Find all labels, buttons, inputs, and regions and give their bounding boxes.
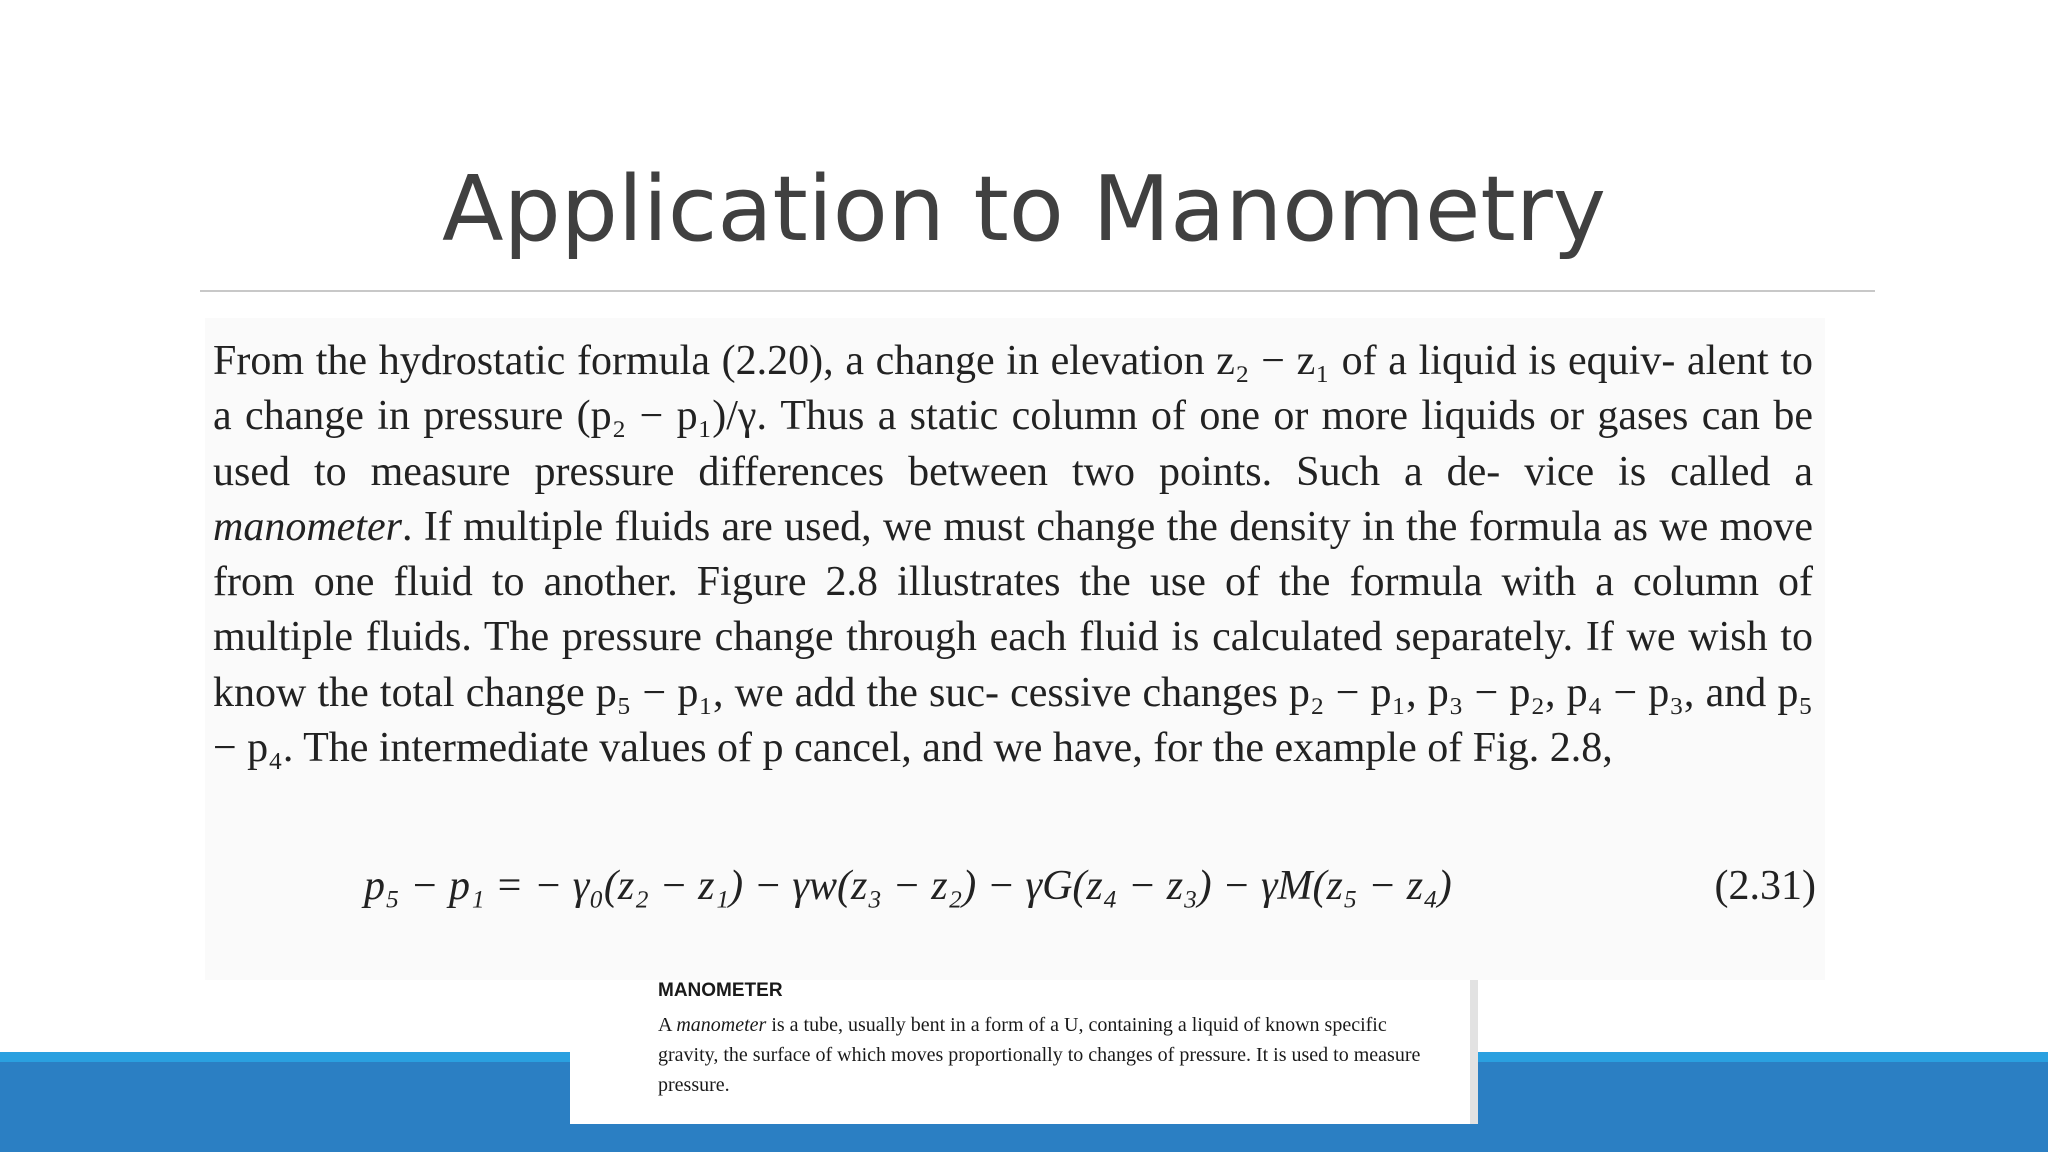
equation-body: p₅ − p₁ = − γ₀(z₂ − z₁) − γw(z₃ − z₂) − γG(z₄ − z₃) − γM(z₅ − z₄) — [364, 863, 1452, 909]
excerpt-line-3: or gases can be used to measure pressure differences between two points. Such a de- — [213, 393, 1814, 495]
definition-prefix: A — [658, 1014, 677, 1036]
excerpt-line-4-suffix: . If multiple fluids are used, we must change the density in — [401, 503, 1395, 550]
slide-title: Application to Manometry — [442, 157, 1606, 262]
excerpt-line-6: formula with a column of multiple fluids. The pressure change through each fluid is — [213, 559, 1814, 661]
excerpt-line-5: the formula as we move from one fluid to another. Figure 2.8 illustrates the use of the — [213, 503, 1813, 606]
manometer-term: manometer — [213, 503, 402, 550]
excerpt-line-1: From the hydrostatic formula (2.20), a change in elevation z₂ − z₁ of a liquid is equiv- — [213, 338, 1676, 384]
excerpt-line-8: cessive changes p₂ − p₁, p₃ − p₂, p₄ − p₃, and p₅ − p₄. The intermediate values of p — [213, 669, 1813, 772]
definition-heading: MANOMETER — [658, 980, 783, 1001]
definition-term: manometer — [676, 1014, 767, 1036]
title-divider — [200, 290, 1875, 292]
excerpt-line-4-prefix: vice is called a — [1524, 448, 1813, 495]
equation-2-31 — [364, 865, 1816, 907]
definition-suffix: is a tube, usually bent in a form of a U, containing a liquid of known specific gravity, the surface of which moves proportionally to changes of pressure. It is used to measure pressure. — [658, 1014, 1421, 1096]
excerpt-line-7: calculated separately. If we wish to know the total change p₅ − p₁, we add the suc- — [213, 614, 1814, 716]
definition-text — [658, 1010, 1448, 1100]
excerpt-paragraph — [213, 334, 1813, 776]
equation-number: (2.31) — [1714, 863, 1816, 909]
excerpt-line-9: cancel, and we have, for the example of Fig. 2.8, — [794, 725, 1613, 772]
excerpt-line-2: alent to a change in pressure (p₂ − p₁)/γ. Thus a static column of one or more liquids — [213, 338, 1813, 440]
manometer-definition-box — [570, 980, 1478, 1124]
